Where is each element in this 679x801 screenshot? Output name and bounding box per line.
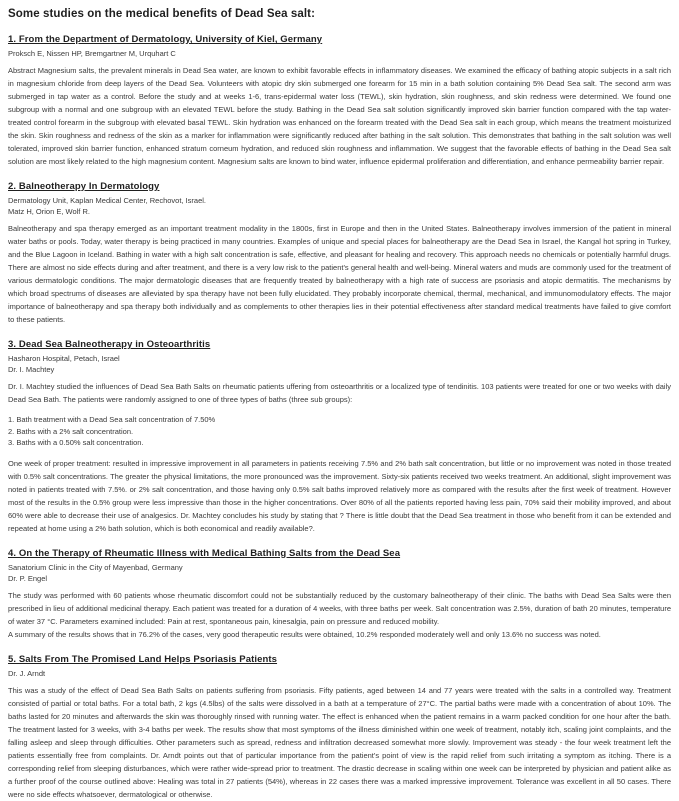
section-paragraph: This was a study of the effect of Dead Sea Bath Salts on patients suffering from psoriasis. Fifty patients, aged between 14 and 77 years were treated with the salts in a controlled way. Treatment consisted of partial or total baths. For a total bath, 2 kgs (4.5lbs) of the salts were dissolved in a bath at a temperature of 27°C. The partial baths were made with a concentration of about 10%. The baths lasted for 20 minutes and afterwards the skin was thoroughly rinsed with running water. The effect is enhanced when the patient remains in a warm packed condition for one hour after the bath. The treatment lasted for 3 weeks, with 3-4 baths per week. The results show that most symptoms of the illness diminished within one week of treatment, notably itch, scaling joint complaints, and the falling asleep and sleep through difficulties. Other parameters such as spread, redness and infiltration decreased somewhat more slowly. Improvement was steady - the four week treatment left the patients essentially free from complaints. Dr. Arndt points out that of particular importance from the patient's point of view is the rapid relief from such irritating a symptom as itching. There is a corresponding relief from sleeping disturbances, which were rather wide-spread prior to treatment. The drastic decrease in scaling within one week can be interpreted by physician and patient alike as a further proof of the course outlined above: Healing was total in 27 patients (54%), whereas in 22 cases there was a marked impressive improvement. Tolerance was excellent in all 50 cases. There were no side effects whatsoever, dermatological or otherwise. bbox=[8, 685, 671, 799]
section-heading: 1. From the Department of Dermatology, University of Kiel, Germany bbox=[8, 34, 323, 45]
section-paragraph: Abstract Magnesium salts, the prevalent minerals in Dead Sea water, are known to exhibit favorable effects in inflammatory diseases. We examined the efficacy of bathing atopic subjects in a salt rich in magnesium chloride from deep layers of the Dead Sea. Volunteers with atopic dry skin submerged one forearm for 15 min in a bath solution containing 5% Dead Sea salt. The second arm was submerged in tap water as a control. Before the study and at weeks 1-6, trans-epidermal water loss (TEWL), skin hydration, skin roughness, and skin redness were determined. We found one subgroup with a normal and one subgroup with an elevated TEWL before the study. Bathing in the Dead Sea salt solution significantly improved skin barrier function compared with the tap water-treated control forearm in the subgroup with elevated basal TEWL. Skin hydration was enhanced on the forearm treated with the Dead Sea salt in each group, which means the treatment moisturized the skin. Skin roughness and redness of the skin as a marker for inflammation were significantly reduced after bathing in the salt solution. This demonstrates that bathing in the salt solution was well tolerated, improved skin barrier function, enhanced stratum corneum hydration, and reduced skin roughness and inflammation. We suggest that the favorable effects of bathing in the Dead Sea salt solution are most likely related to the high magnesium content. Magnesium salts are known to bind water, influence epidermal proliferation and differentiation, and enhance permeability barrier repair. bbox=[8, 66, 671, 166]
authors-line: Dr. J. Arndt bbox=[8, 668, 46, 678]
section-heading: 3. Dead Sea Balneotherapy in Osteoarthritis bbox=[8, 339, 211, 350]
section-paragraph: One week of proper treatment: resulted in impressive improvement in all parameters in patients receiving 7.5% and 2% bath salt concentration, but little or no improvement was noted in those treated with 0.5% salt concentrations. The greater the physical limitations, the more pronounced was the improvement. Sixty-six patients received two weeks treatment. An additional, slight improvement was noted in patients treated with 7.5%. or 2% salt concentration, and those having only 0.5% salt baths improved relatively more as compared with the results after the first week of treatment. However most of the results in the 0.5% group were less impressive than those in the higher concentrations. Over 80% of all the patients reported having less pain, 70% said their mobility improved, and about 60% were able to decrease their use of analgesics. Dr. Machtey concludes his study by stating that ? There is little doubt that the Dead Sea treatment in those who benefit from it can be extended and repeated at home using a 2% bath solution, which is both economical and readily available?. bbox=[8, 458, 671, 533]
section-heading: 5. Salts From The Promised Land Helps Psoriasis Patients bbox=[8, 653, 278, 665]
list-item: 1. Bath treatment with a Dead Sea salt concentration of 7.50% bbox=[8, 415, 216, 424]
affiliation-line: Dermatology Unit, Kaplan Medical Center, Rechovot, Israel. bbox=[8, 196, 207, 205]
authors-line: Dr. P. Engel bbox=[8, 573, 48, 583]
section-osteoarthritis bbox=[8, 339, 671, 535]
authors-line: Proksch E, Nissen HP, Bremgartner M, Urquhart C bbox=[8, 49, 176, 58]
page-title: Some studies on the medical benefits of Dead Sea salt: bbox=[8, 8, 316, 20]
authors-line: Dr. I. Machtey bbox=[8, 365, 55, 374]
section-kiel-dermatology bbox=[8, 34, 671, 168]
section-heading: 4. On the Therapy of Rheumatic Illness with Medical Bathing Salts from the Dead Sea bbox=[8, 547, 401, 559]
section-paragraph: The study was performed with 60 patients whose rheumatic discomfort could not be substantially reduced by the customary balneotherapy of their clinic. The baths with Dead Sea Salts were then prescribed in lieu of additional medicinal therapy. Each patient was treated for a duration of 4 weeks, with three baths per week. Salt concentration was 2.5%, duration of bath 20 minutes, temperature of water 37 °C. Parameters examined included: Pain at rest, spontaneous pain, kinesalgia, pain on pressure and reduced mobility. bbox=[8, 590, 671, 626]
section-paragraph: Balneotherapy and spa therapy emerged as an important treatment modality in the 1800s, first in Europe and then in the United States. Balneotherapy involves immersion of the patient in mineral water baths or pools. Today, water therapy is being practiced in many countries. Examples of unique and special places for balneotherapy are the Dead Sea in Israel, the Kangal hot spring in Turkey, and the Blue Lagoon in Iceland. Bathing in water with a high salt concentration is safe, effective, and pleasant for healing and recovery. This approach needs no chemicals or potentially harmful drugs. There are almost no side effects during and after treatment, and there is a very low risk to the patient's general health and well-being. Mineral waters and muds are commonly used for the treatment of various dermatologic conditions. The major dermatologic diseases that are frequently treated by balneotherapy with a high rate of success are psoriasis and atopic dermatitis. The mechanisms by which broad spectrums of diseases are alleviated by spa therapy have not been fully elucidated. They probably incorporate chemical, thermal, mechanical, and immunomodulatory effects. The major importance of balneotherapy and spa therapy both individually and as complements to other therapies lies in their potential effectiveness after standard medical treatments have failed to give comfort to these patients. bbox=[8, 224, 671, 324]
section-heading: 2. Balneotherapy In Dermatology bbox=[8, 181, 160, 192]
summary-line: A summary of the results shows that in 76.2% of the cases, very good therapeutic results were obtained, 10.2% responded moderately well and only 13.6% no success was noted. bbox=[8, 629, 601, 639]
list-item: 2. Baths with a 2% salt concentration. bbox=[8, 426, 134, 436]
list-item: 3. Baths with a 0.50% salt concentration. bbox=[8, 438, 144, 447]
authors-line: Matz H, Orion E, Wolf R. bbox=[8, 207, 90, 216]
section-balneotherapy-dermatology bbox=[8, 181, 671, 326]
affiliation-line: Hasharon Hospital, Petach, Israel bbox=[8, 354, 120, 363]
affiliation-line: Sanatorium Clinic in the City of Mayenbad, Germany bbox=[8, 562, 183, 572]
section-paragraph: Dr. I. Machtey studied the influences of Dead Sea Bath Salts on rheumatic patients uffering from osteoarthritis or a localized type of tendinitis. 103 patients were treated for one or two weeks with daily Dead Sea Bath. The patients were randomly assigned to one of three types of baths (three sub groups): bbox=[8, 382, 671, 404]
section-psoriasis bbox=[8, 654, 671, 801]
bath-type-list bbox=[8, 414, 671, 449]
section-rheumatic-illness bbox=[8, 548, 671, 641]
